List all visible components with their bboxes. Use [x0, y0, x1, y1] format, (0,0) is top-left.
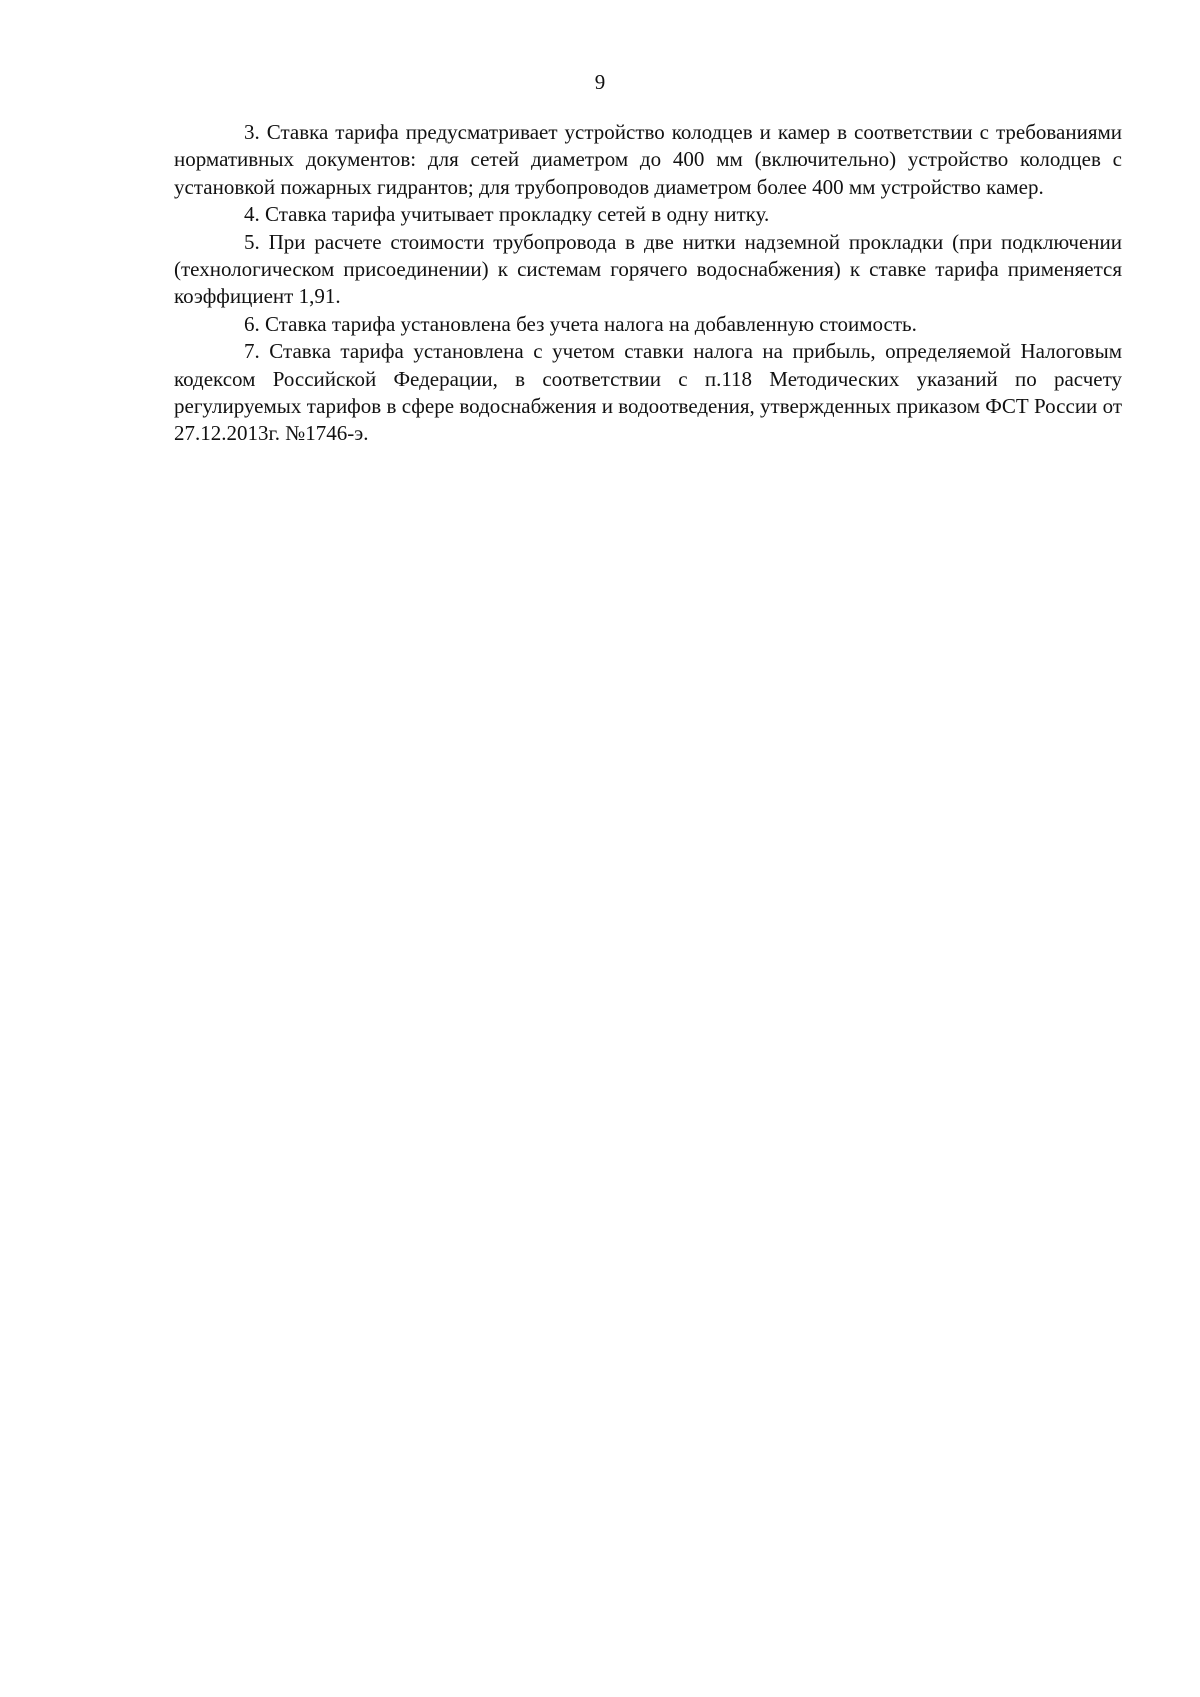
- paragraph-7: 7. Ставка тарифа установлена с учетом ставки налога на прибыль, определяемой Налоговым кодексом Российской Федерации, в соответствии с п.118 Методических указаний по расчету регулируемых тарифов в сфере водоснабжения и водоотведения, утвержденных приказом ФСТ России от 27.12.2013г. №1746-э.: [174, 339, 1122, 446]
- paragraph-4: 4. Ставка тарифа учитывает прокладку сетей в одну нитку.: [244, 202, 770, 227]
- paragraph-3: 3. Ставка тарифа предусматривает устройство колодцев и камер в соответствии с требованиями нормативных документов: для сетей диаметром до 400 мм (включительно) устройство колодцев с установкой пожарных гидрантов; для трубопроводов диаметром более 400 мм устройство камер.: [174, 120, 1122, 199]
- paragraph-6: 6. Ставка тарифа установлена без учета налога на добавленную стоимость.: [244, 311, 917, 336]
- document-body: [174, 119, 1122, 448]
- paragraph-5: 5. При расчете стоимости трубопровода в две нитки надземной прокладки (при подключении (технологическом присоединении) к системам горячего водоснабжения) к ставке тарифа применяется коэффициент 1,91.: [174, 229, 1122, 309]
- page-number: 9: [594, 70, 606, 94]
